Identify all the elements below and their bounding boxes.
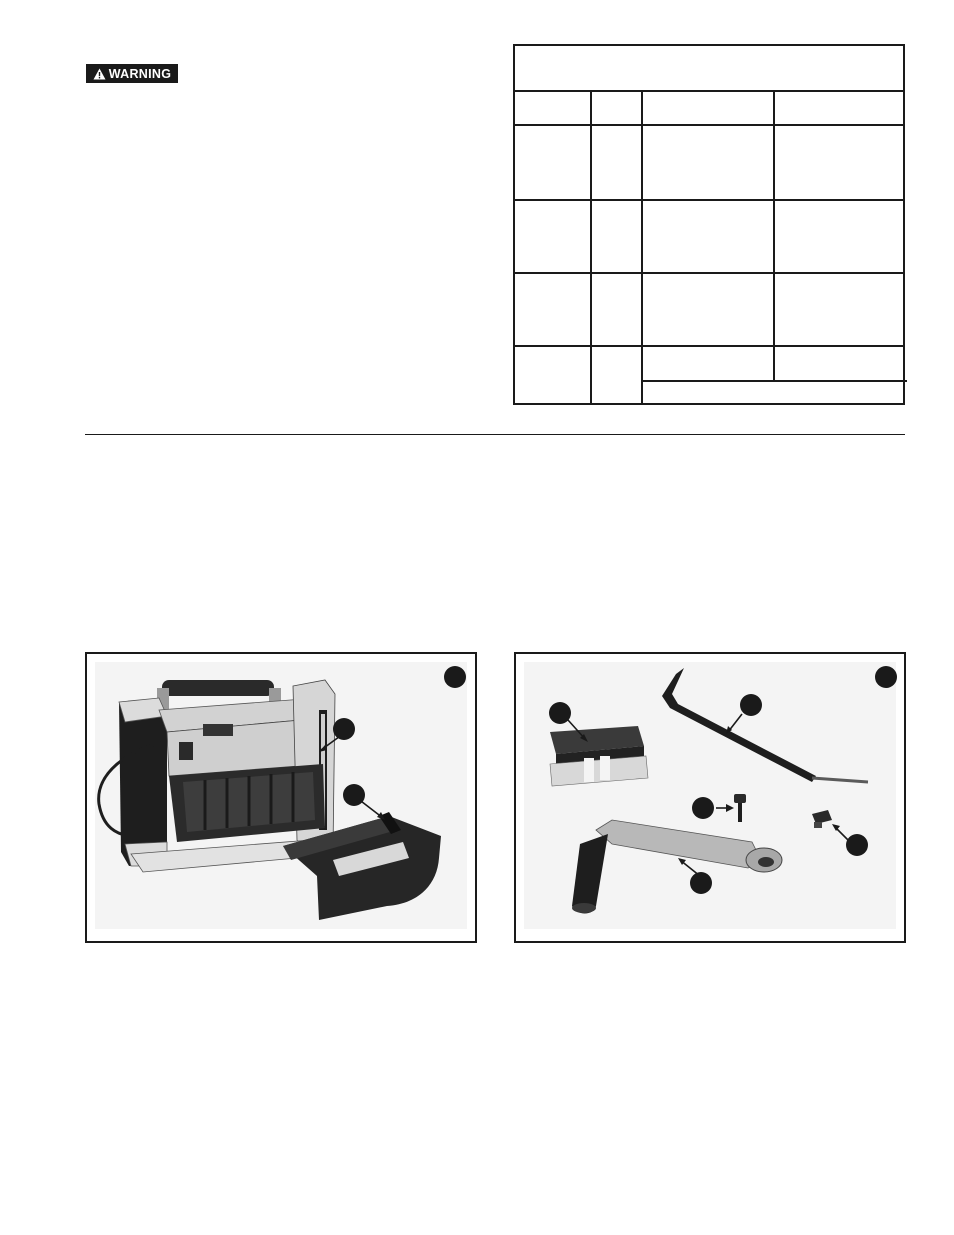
table-column-rule (590, 90, 592, 405)
figure-number-badge (875, 666, 897, 688)
spec-table (513, 44, 905, 405)
warning-badge (86, 64, 178, 83)
table-header-rule (515, 90, 903, 92)
accessories-illustration (516, 654, 903, 940)
callout-badge (740, 694, 762, 716)
warning-triangle-icon (93, 68, 106, 80)
callout-badge (692, 797, 714, 819)
figure-planer (85, 652, 477, 943)
table-column-rule (641, 90, 643, 405)
table-row-rule (515, 124, 903, 126)
callout-badge (846, 834, 868, 856)
table-row-rule (515, 199, 903, 201)
table-row-rule (515, 272, 903, 274)
callout-badge (549, 702, 571, 724)
table-row-rule (515, 345, 903, 347)
table-column-rule (773, 90, 775, 380)
figure-number-badge (444, 666, 466, 688)
table-subrow-rule (641, 380, 907, 382)
callout-badge (343, 784, 365, 806)
callout-badge (690, 872, 712, 894)
warning-label: WARNING (108, 66, 172, 81)
section-divider (85, 434, 905, 435)
planer-illustration (87, 654, 474, 940)
callout-badge (333, 718, 355, 740)
figure-accessories (514, 652, 906, 943)
